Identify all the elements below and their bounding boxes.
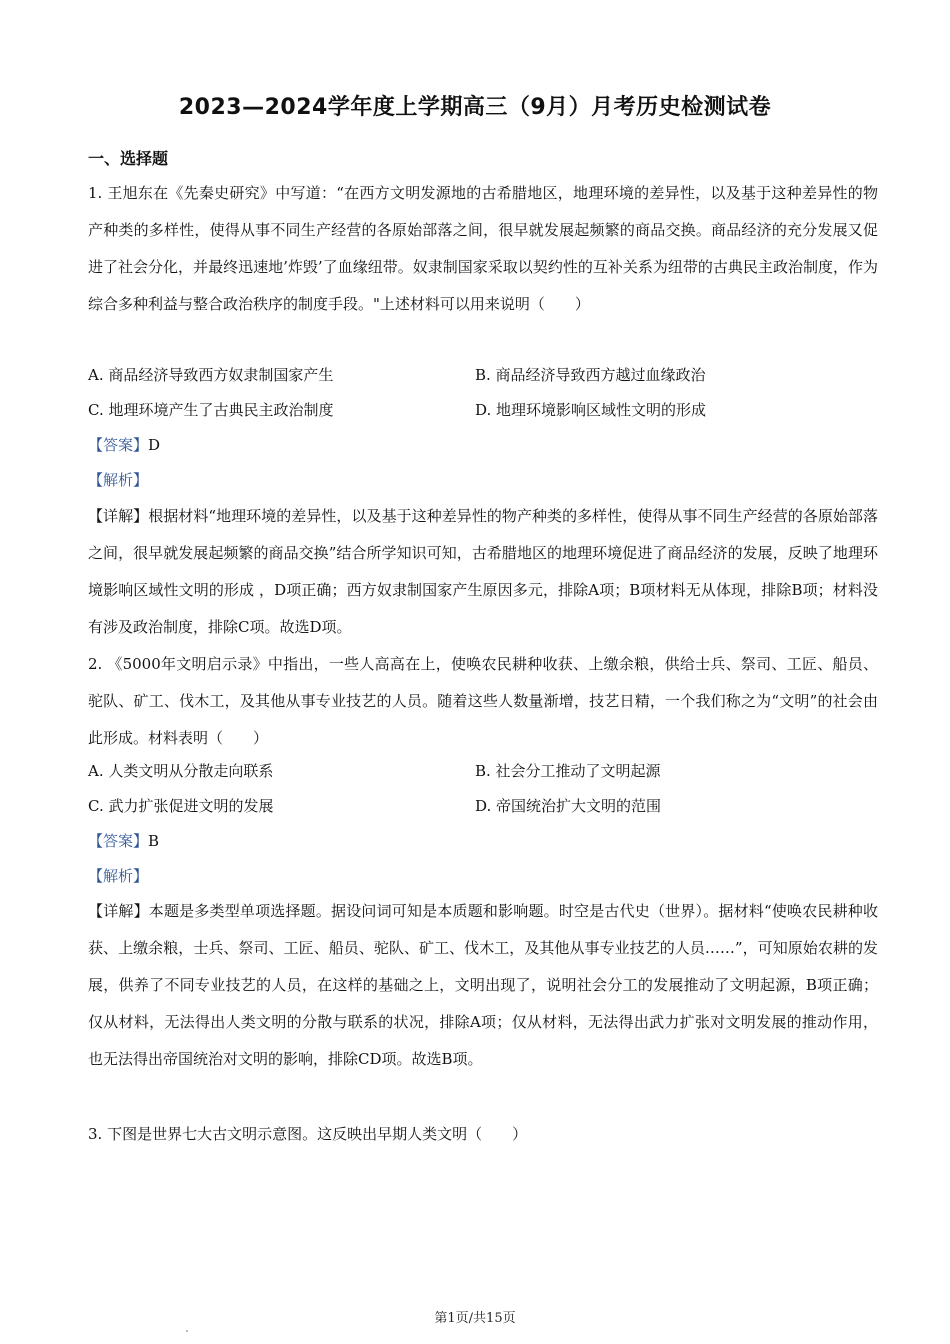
question-1-answer [88, 433, 160, 457]
answer-tag: 【答案】 [88, 436, 149, 454]
question-1-option-d: D. 地理环境影响区域性文明的形成 [475, 401, 707, 419]
question-1-analysis-tag: 【解析】 [88, 471, 149, 489]
question-2-stem: 2. 《5000年文明启示录》中指出，一些人高高在上，使唤农民耕种收获、上缴余粮，供给士兵、祭司、工匠、船员、驼队、矿工、伐木工，及其他从事专业技艺的人员。随着这些人数量渐增，技艺日精，一个我们称之为“文明”的社会由此形成。材料表明（ ） [88, 655, 878, 747]
question-2-detail [88, 893, 878, 1078]
page-footer: 第1页/共15页 [434, 1311, 516, 1326]
question-2-option-b: B. 社会分工推动了文明起源 [475, 762, 661, 780]
scan-speck [186, 1330, 188, 1332]
question-3-stem: 3. 下图是世界七大古文明示意图。这反映出早期人类文明（ ） [88, 1125, 528, 1143]
question-2-answer [88, 829, 159, 853]
section-heading: 一、选择题 [88, 149, 169, 168]
question-2-option-a: A. 人类文明从分散走向联系 [88, 762, 274, 780]
answer-tag: 【答案】 [88, 832, 149, 850]
question-2-option-d: D. 帝国统治扩大文明的范围 [475, 797, 662, 815]
question-1-option-c: C. 地理环境产生了古典民主政治制度 [88, 401, 334, 419]
detail-tag: 【详解】 [88, 507, 149, 525]
question-1-detail [88, 498, 878, 646]
question-1-option-b: B. 商品经济导致西方越过血缘政治 [475, 366, 706, 384]
answer-value: D [148, 436, 161, 454]
detail-text: 本题是多类型单项选择题。据设问词可知是本质题和影响题。时空是古代史（世界）。据材料“使唤农民耕种收获、上缴余粮，士兵、祭司、工匠、船员、驼队、矿工、伐木工，及其他从事专业技艺的人员……”，可知原始农耕的发展，供养了不同专业技艺的人员，在这样的基础之上，文明出现了，说明社会分工的发展推动了文明起源，B项正确；仅从材料，无法得出人类文明的分散与联系的状况，排除A项；仅从材料，无法得出武力扩张对文明发展的推动作用，也无法得出帝国统治对文明的影响，排除CD项。故选B项。 [88, 902, 878, 1068]
question-1-option-a: A. 商品经济导致西方奴隶制国家产生 [88, 366, 334, 384]
answer-value: B [148, 832, 160, 850]
detail-tag: 【详解】 [88, 902, 149, 920]
page-title: 2023—2024学年度上学期高三（9月）月考历史检测试卷 [178, 95, 772, 120]
detail-text: 根据材料“地理环境的差异性，以及基于这种差异性的物产种类的多样性，使得从事不同生产经营的各原始部落之间，很早就发展起频繁的商品交换”结合所学知识可知，古希腊地区的地理环境促进了商品经济的发展，反映了地理环境影响区域性文明的形成 ，D项正确；西方奴隶制国家产生原因多元，排除A项；B项材料无从体现，排除B项；材料没有涉及政治制度，排除C项。故选D项。 [88, 507, 878, 636]
question-2-analysis-tag: 【解析】 [88, 867, 149, 885]
question-2-option-c: C. 武力扩张促进文明的发展 [88, 797, 274, 815]
question-1-stem: 1. 王旭东在《先秦史研究》中写道：“在西方文明发源地的古希腊地区，地理环境的差异性，以及基于这种差异性的物产种类的多样性，使得从事不同生产经营的各原始部落之间，很早就发展起频繁的商品交换。商品经济的充分发展又促进了社会分化，并最终迅速地’炸毁’了血缘纽带。奴隶制国家采取以契约性的互补关系为纽带的古典民主政治制度，作为综合多种利益与整合政治秩序的制度手段。"上述材料可以用来说明（ ） [88, 184, 878, 313]
